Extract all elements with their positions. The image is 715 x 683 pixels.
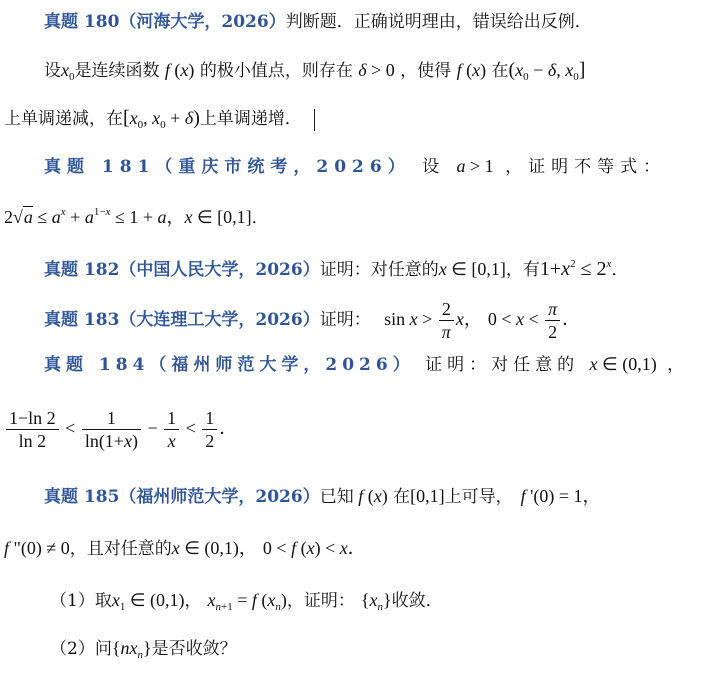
problem-label: 真题 180（河海大学，2026） [44, 12, 286, 32]
text-segment: ，证明不等式： [505, 157, 667, 177]
problem-184-header: 真题 184（福州师范大学，2026） 证明：对任意的 x ∈ (0,1) ， [44, 354, 690, 375]
text-segment: 是连续函数 [74, 61, 160, 81]
problem-180-header [44, 10, 715, 34]
text-segment: 已知 [319, 487, 354, 507]
text-cursor [314, 109, 315, 131]
text-segment: 证明：对任意的 [425, 355, 580, 375]
problem-182: 真题 182（中国人民大学，2026）证明：对任意的x ∈ [0,1]，有$1+x^2 \le 2^x$． [44, 258, 629, 280]
problem-183: 真题 183（大连理工大学，2026）证明： sin x > $\frac{2}{\pi}$ x， 0 < x < $\frac{\pi}{2}$ ． [44, 299, 581, 342]
problem-181-formula: $2√a \le a^x + a^{1-x} \le 1 + a$，x ∈ [0,1]． [4, 206, 269, 228]
text-segment: ． [251, 208, 269, 228]
text-segment: 是否收敛？ [151, 639, 237, 659]
text-segment: ，证明： [286, 591, 355, 611]
problem-180-line3: 上单调递减，在[$x_0$, $x_0 + \delta$)上单调递增． [4, 106, 715, 137]
text-segment: 上单调递增． [199, 109, 302, 129]
text-segment: 设 [44, 61, 61, 81]
problem-label: 真题 183（大连理工大学，2026） [44, 310, 320, 330]
text-segment: ． [611, 260, 629, 280]
text-segment: 的极小值点，则存在 [199, 61, 353, 81]
problem-label: 真题 184（福州师范大学，2026） [44, 355, 415, 375]
text-segment: 证明： [319, 310, 371, 330]
text-segment: ， [184, 591, 202, 611]
text-segment: ，且对任意的 [69, 539, 172, 559]
text-segment: 在 [491, 61, 509, 81]
text-segment: 在 [393, 487, 411, 507]
problem-185-part1: （1）取$x_1$ ∈ (0,1)， $x_{n+1} = f$ $(x_n)$，证明： $\{x_n\}$收敛． [50, 590, 443, 613]
problem-label: 真题 182（中国人民大学，2026） [44, 260, 320, 280]
problem-185-line2: f "(0) ≠ 0，且对任意的x ∈ (0,1)， 0 < f (x) < x． [4, 538, 366, 559]
text-segment: 收敛． [391, 591, 443, 611]
problem-label: 真题 181（重庆市统考，2026） [44, 157, 411, 177]
problem-184-formula: $\frac{1-\ln 2}{\ln 2}$ < $\frac{1}{\ln(1+x)}$ − $\frac{1}{x}$ < $\frac{1}{2}$ ． [4, 400, 715, 456]
text-segment: 证明：对任意的 [319, 260, 439, 280]
problem-text: 判断题．正确说明理由，错误给出反例． [285, 12, 592, 32]
text-segment: ，有 [505, 260, 540, 280]
problem-185-part2: （2）问$\{nx_n\}$是否收敛？ [50, 638, 237, 661]
text-segment: （2）问 [50, 639, 112, 659]
text-segment: 上单调递减，在 [4, 109, 123, 129]
text-segment: ， [667, 355, 690, 375]
problem-181-header: 真题 181（重庆市统考，2026） 设 a > 1 ，证明不等式： [44, 156, 667, 177]
problem-label: 真题 185（福州师范大学，2026） [44, 487, 320, 507]
text-segment: 上可导， [444, 487, 513, 507]
text-segment: ，使得 [400, 61, 452, 81]
text-segment: （1）取 [50, 591, 112, 611]
text-segment: 设 [422, 157, 446, 177]
problem-185-header: 真题 185（福州师范大学，2026）已知 f (x) 在[0,1]上可导， f '(0) = 1， [44, 486, 601, 507]
problem-180-line2: 设$x_0$是连续函数 f (x) 的极小值点，则存在 δ > 0 ，使得 f (x) 在($x_0 - \delta$, $x_0$] [44, 59, 586, 83]
